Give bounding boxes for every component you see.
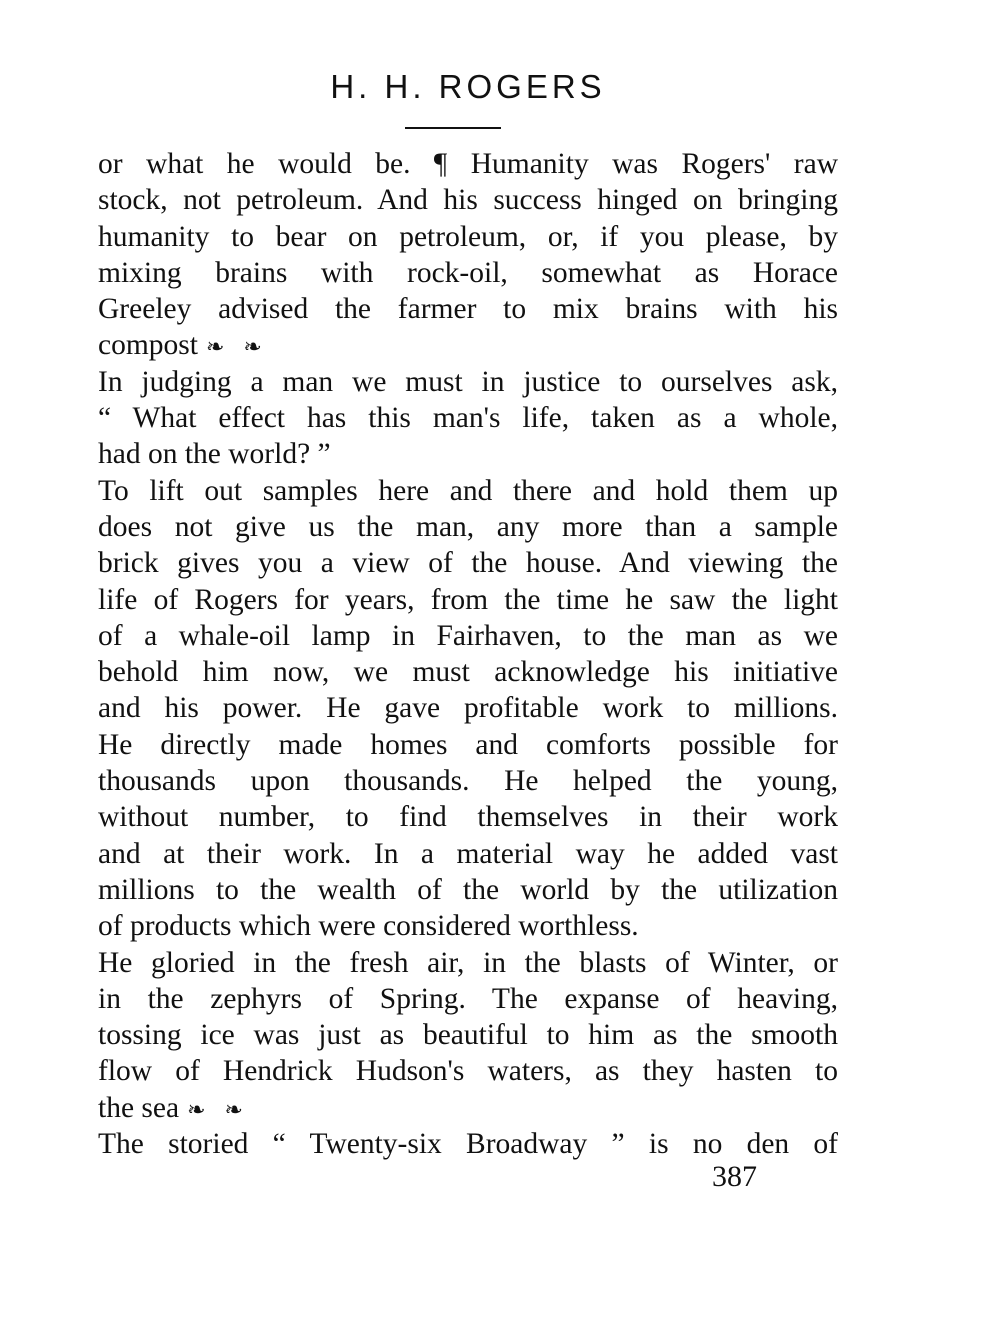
text-line: life of Rogers for years, from the time he saw the light (98, 583, 838, 616)
text-line: In judging a man we must in justice to ourselves ask, (98, 365, 838, 398)
text-line: thousands upon thousands. He helped the young, (98, 765, 838, 798)
text-line: and at their work. In a material way he added vast (98, 837, 838, 870)
text-line (98, 1090, 838, 1126)
text-line: brick gives you a view of the house. And viewing the (98, 547, 838, 580)
text-span: compost (98, 329, 198, 362)
text-line: millions to the wealth of the world by the utilization (98, 873, 838, 906)
running-header: H. H. ROGERS (330, 68, 606, 105)
text-line: does not give us the man, any more than a sample (98, 510, 838, 543)
text-line: of products which were considered worthless. (98, 910, 639, 943)
text-line: He gloried in the fresh air, in the blasts of Winter, or (98, 946, 838, 979)
text-line: of a whale-oil lamp in Fairhaven, to the man as we (98, 619, 838, 652)
text-line: flow of Hendrick Hudson's waters, as they hasten to (98, 1055, 838, 1088)
ornament-icon: ❧ ❧ (187, 1097, 249, 1123)
text-line: and his power. He gave profitable work to millions. (98, 692, 838, 725)
ornament-icon: ❧ ❧ (205, 335, 268, 361)
text-line: “ What effect has this man's life, taken as a whole, (98, 402, 838, 435)
text-line: tossing ice was just as beautiful to him as the smooth (98, 1019, 838, 1052)
text-line (98, 327, 838, 363)
header-rule (405, 127, 501, 129)
text-line: mixing brains with rock-oil, somewhat as Horace (98, 256, 838, 289)
page-number: 387 (712, 1160, 757, 1193)
text-line: Greeley advised the farmer to mix brains with his (98, 293, 838, 326)
page-body (98, 146, 838, 1162)
text-line: behold him now, we must acknowledge his initiative (98, 656, 838, 689)
text-line: in the zephyrs of Spring. The expanse of heaving, (98, 982, 838, 1015)
text-line: humanity to bear on petroleum, or, if you please, by (98, 220, 838, 253)
text-line: without number, to find themselves in their work (98, 801, 838, 834)
text-line: He directly made homes and comforts possible for (98, 728, 838, 761)
text-line: To lift out samples here and there and hold them up (98, 474, 838, 507)
text-span: the sea (98, 1091, 180, 1124)
text-line: The storied “ Twenty-six Broadway ” is no den of (98, 1128, 838, 1161)
text-line: or what he would be. ¶ Humanity was Rogers' raw (98, 148, 838, 180)
text-line: had on the world? ” (98, 438, 331, 471)
text-line: stock, not petroleum. And his success hinged on bringing (98, 184, 838, 217)
